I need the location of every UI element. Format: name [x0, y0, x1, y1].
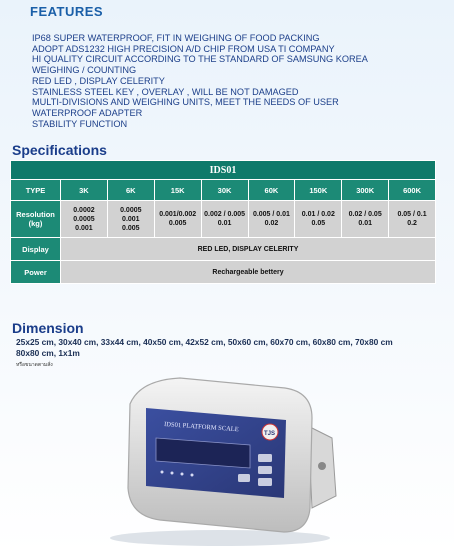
- dimension-note: หรือขนาดตามสั่ง: [16, 362, 53, 368]
- power-row: [11, 261, 436, 284]
- type-header-row: [11, 180, 436, 201]
- resolution-cell: 0.0002 0.0005 0.001: [61, 201, 108, 238]
- feature-item: IP68 SUPER WATERPROOF, FIT IN WEIGHING OF FOOD PACKING: [32, 33, 320, 43]
- feature-item: RED LED , DISPLAY CELERITY: [32, 75, 165, 86]
- features-title: FEATURES: [30, 4, 104, 19]
- display-value: RED LED, DISPLAY CELERITY: [61, 238, 436, 261]
- resolution-cell: 0.01 / 0.02 0.05: [295, 201, 342, 238]
- type-header: 15K: [154, 180, 201, 201]
- resolution-label-line2: (kg): [28, 219, 43, 228]
- dimension-title: Dimension: [12, 320, 84, 336]
- type-header: 3K: [61, 180, 108, 201]
- svg-text:TJS: TJS: [264, 431, 276, 437]
- resolution-cell: 0.0005 0.001 0.005: [107, 201, 154, 238]
- brand-logo: [262, 424, 278, 440]
- feature-item: WEIGHING / COUNTING: [32, 65, 137, 76]
- resolution-cell: 0.05 / 0.1 0.2: [389, 201, 436, 238]
- power-value: Rechargeable bettery: [61, 261, 436, 284]
- feature-item: MULTI-DIVISIONS AND WEIGHING UNITS, MEET THE NEEDS OF USER: [32, 97, 339, 108]
- type-header: 6K: [107, 180, 154, 201]
- type-header: 60K: [248, 180, 295, 201]
- resolution-cell: 0.02 / 0.05 0.01: [342, 201, 389, 238]
- product-image: [100, 368, 360, 548]
- type-header: 150K: [295, 180, 342, 201]
- panel-title: IDS01 PLATFORM SCALE: [163, 421, 239, 434]
- resolution-label: [11, 201, 61, 238]
- feature-item: WATERPROOF ADAPTER: [32, 107, 143, 118]
- feature-item: ADOPT ADS1232 HIGH PRECISION A/D CHIP FROM USA TI COMPANY: [32, 43, 335, 54]
- type-header: 30K: [201, 180, 248, 201]
- power-label: Power: [11, 261, 61, 284]
- display-row: [11, 238, 436, 261]
- specifications-title: Specifications: [12, 142, 107, 158]
- resolution-cell: 0.001/0.002 0.005: [154, 201, 201, 238]
- type-header: 300K: [342, 180, 389, 201]
- features-list: [32, 33, 368, 129]
- dimension-sizes: [16, 337, 436, 358]
- display-label: Display: [11, 238, 61, 261]
- resolution-label-line1: Resolution: [16, 210, 55, 219]
- resolution-row: [11, 201, 436, 238]
- dimension-sizes-line2: 80x80 cm, 1x1m: [16, 347, 80, 358]
- dimension-sizes-line1: 25x25 cm, 30x40 cm, 33x44 cm, 40x50 cm, 42x52 cm, 50x60 cm, 60x70 cm, 60x80 cm, 70x80 cm: [16, 337, 393, 347]
- resolution-cell: 0.005 / 0.01 0.02: [248, 201, 295, 238]
- feature-item: STAINLESS STEEL KEY , OVERLAY , WILL BE NOT DAMAGED: [32, 86, 299, 97]
- shadow: [110, 530, 330, 546]
- type-label: TYPE: [11, 180, 61, 201]
- resolution-cell: 0.002 / 0.005 0.01: [201, 201, 248, 238]
- bracket-knob: [318, 462, 326, 470]
- specifications-table: [10, 160, 436, 284]
- model-name: IDS01: [11, 161, 436, 180]
- feature-item: HI QUALITY CIRCUIT ACCORDING TO THE STANDARD OF SAMSUNG KOREA: [32, 54, 368, 65]
- feature-item: STABILITY FUNCTION: [32, 118, 128, 129]
- scale-indicator-illustration: [100, 368, 360, 548]
- type-header: 600K: [389, 180, 436, 201]
